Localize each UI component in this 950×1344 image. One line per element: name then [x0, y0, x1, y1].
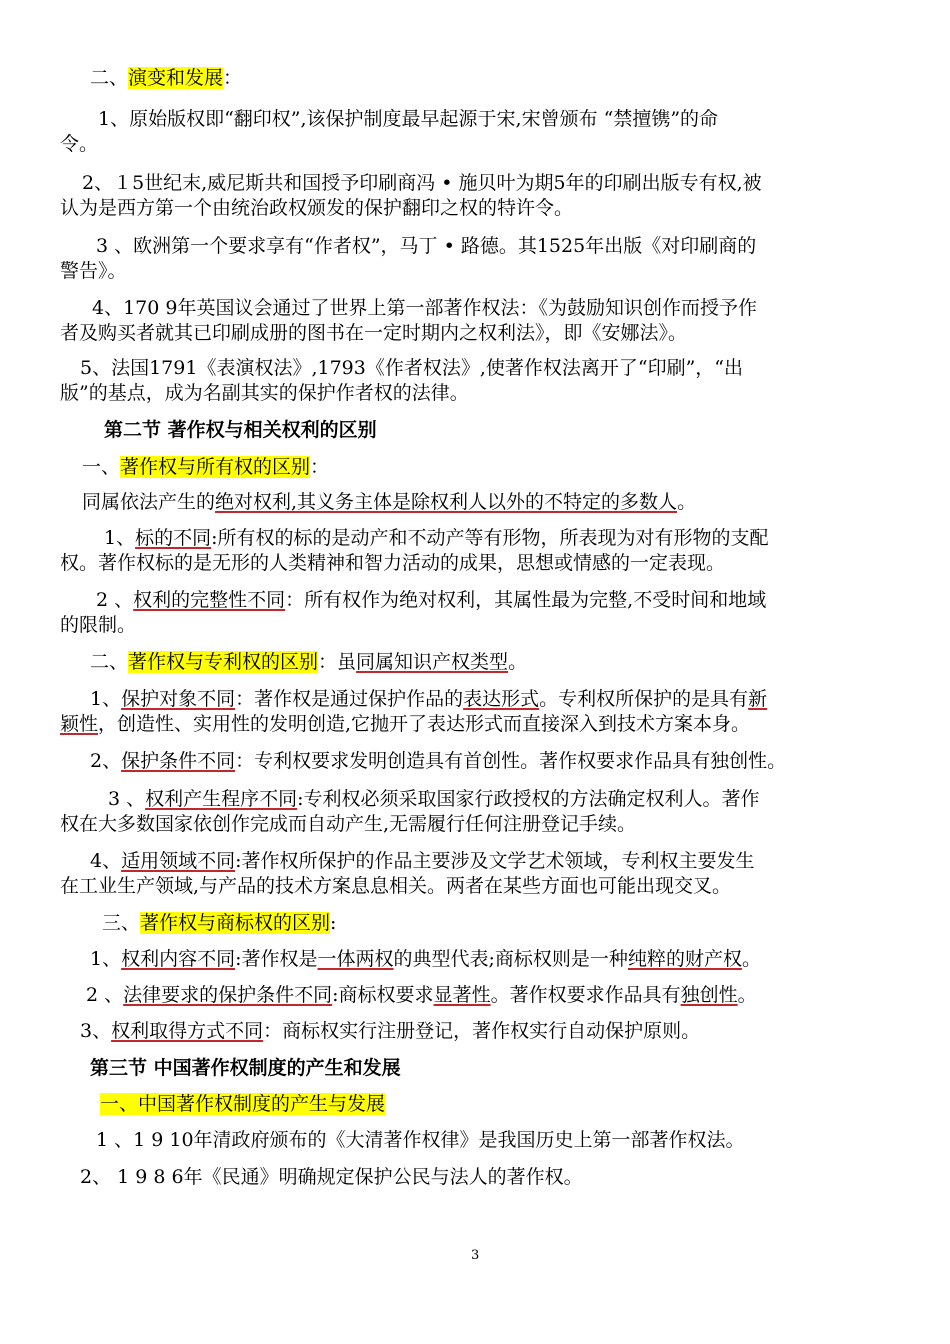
underlined-text: 标的不同: [135, 527, 212, 549]
item-number: 2、: [90, 750, 122, 772]
page-number: 3: [471, 1248, 480, 1263]
item-text: ：所有权作为绝对权利，其属性最为完整,不受时间和地域: [285, 589, 767, 611]
heading-suffix: ：: [223, 67, 243, 89]
underlined-text: 权利内容不同: [121, 948, 236, 970]
underlined-text: 表达形式: [463, 688, 540, 710]
underlined-text: 新: [748, 688, 768, 710]
china-item-2: 2、 1 9 8 6年《民通》明确规定保护公民与法人的著作权。: [80, 1166, 583, 1188]
heading-china-copyright: [100, 1092, 385, 1116]
ownership-intro: [82, 490, 696, 514]
evolution-item-1-line-2: 令。: [60, 133, 99, 155]
item-text: :所有权的标的是动产和不动产等有形物，所表现为对有形物的支配: [211, 527, 769, 549]
patent-item-1-line-1: [90, 687, 767, 711]
heading-highlight: 演变和发展: [128, 67, 224, 89]
heading-highlight: 著作权与所有权的区别: [120, 456, 311, 478]
section-3-title: 第三节 中国著作权制度的产生和发展: [90, 1057, 401, 1079]
underlined-text: 权利的完整性不同: [133, 589, 286, 611]
trademark-item-2: [86, 983, 757, 1007]
item-number: 2 、: [86, 984, 124, 1006]
underlined-text: 显著性: [433, 984, 491, 1006]
heading-prefix: 一、: [82, 456, 121, 478]
item-text: 的典型代表;商标权则是一种: [393, 948, 628, 970]
heading-suffix: 。: [508, 651, 528, 673]
heading-copyright-vs-ownership: [82, 455, 329, 479]
item-text: ：专利权要求发明创造具有首创性。著作权要求作品具有独创性。: [235, 750, 787, 772]
underlined-text: 保护对象不同: [121, 688, 236, 710]
evolution-item-2-line-1: 2、１5世纪末,威尼斯共和国授予印刷商冯 • 施贝叶为期5年的印刷出版专有权,被: [82, 172, 762, 194]
underlined-text: 绝对权利,其义务主体是除权利人以外的不特定的多数人: [215, 491, 678, 513]
heading-highlight: 著作权与专利权的区别: [128, 651, 319, 673]
item-number: 1、: [90, 948, 122, 970]
evolution-item-4-line-2: 者及购买者就其已印刷成册的图书在一定时期内之权利法》，即《安娜法》。: [60, 322, 688, 344]
heading-highlight: 著作权与商标权的区别: [140, 912, 331, 934]
heading-copyright-vs-trademark: [102, 911, 336, 935]
section-2-title: 第二节 著作权与相关权利的区别: [104, 419, 377, 441]
evolution-item-3-line-2: 警告》。: [60, 260, 127, 282]
heading-highlight: 一、中国著作权制度的产生与发展: [100, 1093, 386, 1115]
item-text: 。: [741, 948, 761, 970]
item-number: 1、: [90, 688, 122, 710]
item-number: 3、: [80, 1020, 112, 1042]
ownership-item-2-line-2: 的限制。: [60, 614, 137, 636]
heading-suffix: :: [330, 912, 337, 934]
patent-item-2: [90, 749, 786, 773]
item-text: 。著作权要求作品具有: [490, 984, 681, 1006]
patent-item-4-line-2: 在工业生产领域,与产品的技术方案息息相关。两者在某些方面也可能出现交叉。: [60, 875, 732, 897]
underlined-text: 颖性: [60, 713, 99, 735]
underlined-text: 纯粹的财产权: [627, 948, 742, 970]
underlined-text: 同属知识产权类型: [356, 651, 509, 673]
heading-copyright-vs-patent: [90, 650, 527, 674]
item-text: ：商标权实行注册登记，著作权实行自动保护原则。: [263, 1020, 701, 1042]
item-text: :著作权是: [235, 948, 318, 970]
intro-text: 同属依法产生的: [82, 491, 216, 513]
underlined-text: 适用领域不同: [121, 850, 236, 872]
heading-evolution: [90, 66, 242, 90]
ownership-item-1-line-1: [104, 526, 769, 550]
heading-prefix: 二、: [90, 651, 129, 673]
item-number: 3 、: [108, 788, 146, 810]
evolution-item-2-line-2: 认为是西方第一个由统治政权颁发的保护翻印之权的特许令。: [60, 197, 574, 219]
item-text: ：著作权是通过保护作品的: [235, 688, 464, 710]
underlined-text: 保护条件不同: [121, 750, 236, 772]
heading-suffix: ：: [310, 456, 330, 478]
evolution-item-5-line-2: 版”的基点，成为名副其实的保护作者权的法律。: [60, 382, 469, 404]
underlined-text: 权利产生程序不同: [145, 788, 298, 810]
patent-item-3-line-1: [108, 787, 760, 811]
item-number: 2 、: [96, 589, 134, 611]
evolution-item-5-line-1: 5、法国1791《表演权法》,1793《作者权法》,使著作权法离开了“印刷”，“出: [80, 357, 744, 379]
item-text: 。: [737, 984, 757, 1006]
trademark-item-3: [80, 1019, 700, 1043]
underlined-text: 法律要求的保护条件不同: [123, 984, 333, 1006]
item-text: :专利权必须采取国家行政授权的方法确定权利人。著作: [297, 788, 760, 810]
trademark-item-1: [90, 947, 761, 971]
underlined-text: 权利取得方式不同: [111, 1020, 264, 1042]
item-text: :商标权要求: [332, 984, 434, 1006]
underlined-text: 一体两权: [317, 948, 394, 970]
item-text: :著作权所保护的作品主要涉及文学艺术领域，专利权主要发生: [235, 850, 755, 872]
heading-text: ：虽: [318, 651, 357, 673]
china-item-1: 1 、1 9 10年清政府颁布的《大清著作权律》是我国历史上第一部著作权法。: [96, 1129, 745, 1151]
patent-item-1-line-2: [60, 712, 750, 736]
underlined-text: 独创性: [680, 984, 738, 1006]
item-text: ，创造性、实用性的发明创造,它抛开了表达形式而直接深入到技术方案本身。: [98, 713, 751, 735]
heading-prefix: 二、: [90, 67, 129, 89]
ownership-item-2-line-1: [96, 588, 766, 612]
item-text: 。专利权所保护的是具有: [539, 688, 749, 710]
evolution-item-4-line-1: 4、170 9年英国议会通过了世界上第一部著作权法：《为鼓励知识创作而授予作: [92, 297, 757, 319]
intro-text-end: 。: [677, 491, 697, 513]
evolution-item-3-line-1: 3 、欧洲第一个要求享有“作者权”，马丁 • 路德。其1525年出版《对印刷商的: [96, 235, 757, 257]
patent-item-4-line-1: [90, 849, 755, 873]
heading-prefix: 三、: [102, 912, 141, 934]
item-number: 1、: [104, 527, 136, 549]
ownership-item-1-line-2: 权。著作权标的是无形的人类精神和智力活动的成果，思想或情感的一定表现。: [60, 552, 726, 574]
patent-item-3-line-2: 权在大多数国家依创作完成而自动产生,无需履行任何注册登记手续。: [60, 813, 637, 835]
evolution-item-1-line-1: 1、原始版权即“翻印权”,该保护制度最早起源于宋,宋曾颁布 “禁擅镌”的命: [98, 108, 719, 130]
item-number: 4、: [90, 850, 122, 872]
